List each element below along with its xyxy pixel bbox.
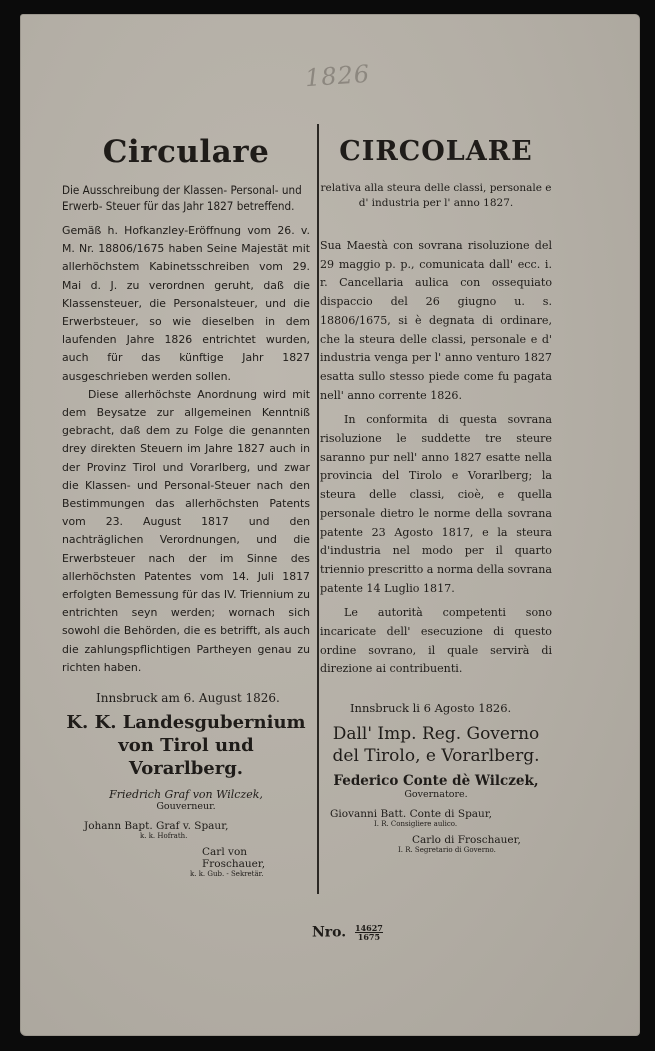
italian-signer2-title: I. R. Consigliere aulico. [374, 820, 458, 829]
italian-authority: Dall' Imp. Reg. Governo del Tirolo, e Vorarlberg. [332, 724, 540, 767]
german-paragraph-2: Diese allerhöchste Anordnung wird mit dem Beysatze zur allgemeinen Kenntniß gebracht, daß dem zu Folge die genannten drey direkten Steuern im Jahre 1827 auch in der Provinz Tirol und Vorarlberg, und zwar die Klassen- und Personal-Steuer nach den Bestimmungen das allerhöchsten Patents vom 23. August 1817 und den nachträglichen Verordnungen, und die Erwerbsteuer nach der im Sinne des allerhöchsten Patentes vom 14. Juli 1817 erfolgten Bemessung für das IV. Triennium zu entrichten seyn werden; wornach sich sowohl die Behörden, die es betrifft, als auch die zahlungspflichtigen Partheyen genau zu richten haben. [62, 387, 310, 674]
italian-subtitle: relativa alla steura delle classi, personale e d' industria per l' anno 1827. [320, 182, 552, 209]
german-column [62, 126, 310, 878]
document-number-denominator: 1675 [357, 932, 381, 942]
german-signer2-name: Johann Bapt. Graf v. Spaur, [84, 820, 229, 833]
italian-signer3-name: Carlo di Froschauer, [412, 834, 521, 847]
german-governor-name: Friedrich Graf von Wilczek, [109, 788, 263, 802]
italian-governor-name: Federico Conte dè Wilczek, [333, 773, 539, 790]
italian-column [320, 126, 552, 854]
handwritten-year-note: 1826 [304, 59, 371, 93]
document-number-numerator: 14627 [355, 923, 383, 933]
german-signer3-title: k. k. Gub. - Sekretär. [190, 870, 264, 879]
italian-paragraph-1: Sua Maestà con sovrana risoluzione del 29 maggio p. p., comunicata dall' ecc. i. r. Cancellaria aulica con ossequiato dispaccio del 26 giugno u. s. 18806/1675, si è degnata di ordinare, che la steura delle classi, personale e d' industria venga per l' anno venturo 1827 esatta sullo stesso piede come fu pagata nell' anno corrente 1826. [320, 239, 552, 402]
german-paragraph-1: Gemäß h. Hofkanzley-Eröffnung vom 26. v. M. Nr. 18806/1675 haben Seine Majestät mit allerhöchstem Kabinetsschreiben vom 29. Mai d. J. zu verordnen geruht, daß die Klassensteuer, die Personalsteuer, und die Erwerbsteuer, so wie dieselben in dem laufenden Jahre 1826 entrichtet wurden, auch für das künftige Jahr 1827 ausgeschrieben werden sollen. [62, 224, 310, 383]
italian-paragraph-3: Le autorità competenti sono incaricate dell' esecuzione di questo ordine sovrano, il quale servirà di direzione ai contribuenti. [320, 606, 552, 676]
italian-paragraph-2: In conformita di questa sovrana risoluzione le suddette tre steure saranno pur nell' anno 1827 esatte nella provincia del Tirolo e Vorarlberg; la steura delle classi, cioè, e quella personale dietro le norme della sovrana patente 23 Agosto 1817, e la steura d'industria nel modo per il quarto triennio prescritto a norma della sovrana patente 14 Luglio 1817. [320, 413, 552, 595]
german-title: Circulare [102, 134, 270, 170]
german-date: Innsbruck am 6. August 1826. [96, 691, 280, 706]
column-divider [317, 124, 319, 894]
document-number-label: Nro. [312, 924, 347, 941]
italian-governor-title: Governatore. [404, 789, 468, 801]
german-signer2-title: k. k. Hofrath. [140, 832, 188, 841]
german-subtitle: Die Ausschreibung der Klassen- Personal- und Erwerb- Steuer für das Jahr 1827 betreffend. [62, 183, 302, 213]
italian-date: Innsbruck li 6 Agosto 1826. [350, 701, 512, 716]
document-number-fraction [355, 924, 383, 941]
german-governor-title: Gouverneur. [156, 801, 216, 813]
document-paper [20, 14, 640, 1036]
italian-signer2-name: Giovanni Batt. Conte di Spaur, [330, 808, 493, 821]
german-signer3-name: Carl von Froschauer, [202, 846, 266, 871]
italian-signer3-title: I. R. Segretario di Governo. [398, 846, 496, 855]
german-authority: K. K. Landesgubernium von Tirol und Vorarlberg. [66, 712, 306, 780]
document-number [312, 924, 383, 941]
italian-title: CIRCOLARE [339, 136, 533, 167]
